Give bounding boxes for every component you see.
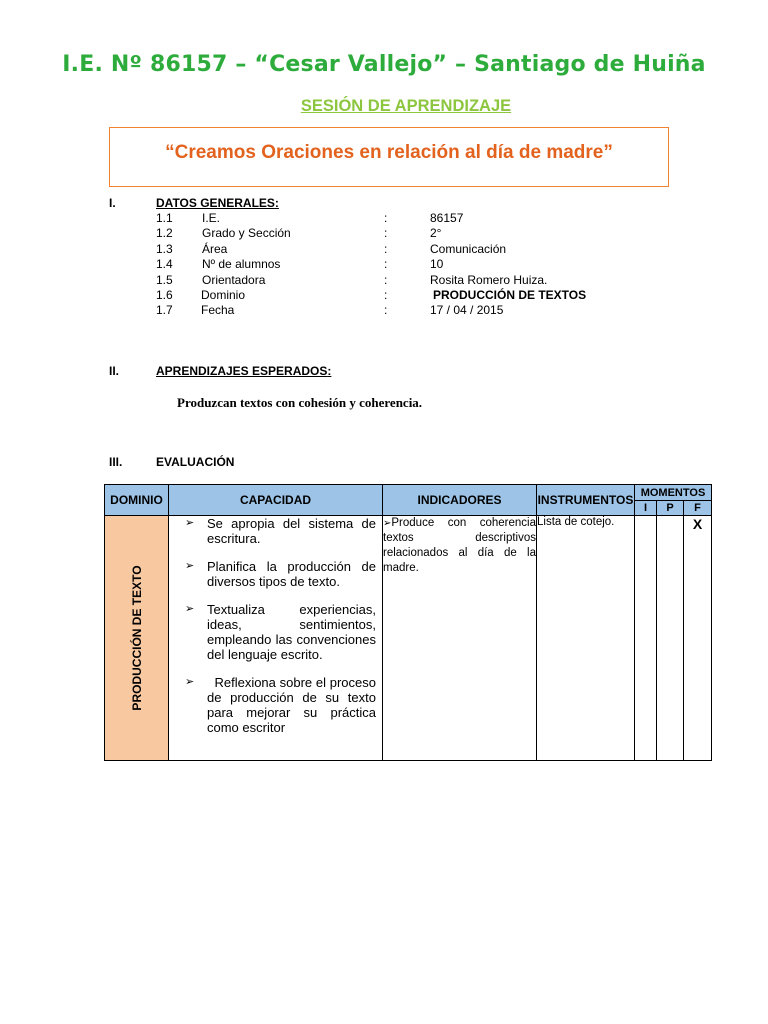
dominio-label: PRODUCCIÓN DE TEXTO: [129, 565, 144, 711]
header-moment-p: P: [657, 501, 684, 516]
capacidad-text: Reflexiona sobre el proceso de producción de su texto para mejorar su práctica como escritor: [207, 675, 380, 735]
instrumento-cell: Lista de cotejo.: [537, 516, 635, 761]
evaluation-table: [104, 484, 712, 761]
general-row-label: Área: [202, 241, 228, 256]
bullet-arrow-icon: ➢: [185, 560, 195, 572]
lesson-title: “Creamos Oraciones en relación al día de madre”: [165, 142, 613, 163]
capacidad-text: Se apropia del sistema de escritura.: [207, 516, 380, 546]
general-row-number: 1.1: [156, 211, 173, 225]
general-row-label: Orientadora: [202, 272, 266, 287]
general-row-separator: :: [384, 226, 388, 241]
header-momentos: MOMENTOS: [635, 485, 712, 501]
section1-heading: DATOS GENERALES:: [156, 196, 279, 210]
general-row-value: Comunicación: [430, 241, 507, 256]
capacidad-item: [169, 516, 382, 546]
moment-f-cell: X: [684, 516, 712, 761]
general-row-value: 10: [430, 257, 444, 272]
general-row-label: Dominio: [201, 288, 246, 302]
general-row-value: 86157: [430, 211, 464, 225]
capacidad-cell: [169, 516, 383, 761]
general-row-value: 17 / 04 / 2015: [430, 303, 504, 318]
header-dominio: DOMINIO: [105, 485, 169, 516]
header-moment-i: I: [635, 501, 657, 516]
school-name: I.E. Nº 86157 – “Cesar Vallejo” – Santiago de Huiña: [62, 52, 706, 77]
capacidad-item: [169, 675, 382, 735]
general-row-label: Fecha: [201, 303, 235, 318]
general-row-number: 1.6: [156, 288, 173, 302]
header-instrumentos: INSTRUMENTOS: [537, 485, 635, 516]
general-row-value: Rosita Romero Huiza.: [430, 272, 548, 287]
general-row-value: PRODUCCIÓN DE TEXTOS: [433, 288, 587, 302]
moment-p-cell: [657, 516, 684, 761]
section2-heading: APRENDIZAJES ESPERADOS:: [156, 364, 332, 378]
general-row-number: 1.5: [156, 272, 173, 287]
bullet-arrow-icon: ➢: [185, 603, 195, 615]
general-row-label: Grado y Sección: [202, 226, 291, 241]
general-row-separator: :: [384, 257, 388, 272]
general-row-label: Nº de alumnos: [202, 257, 281, 272]
moment-i-cell: [635, 516, 657, 761]
capacidad-item: [169, 559, 382, 589]
section2-numeral: II.: [109, 364, 120, 378]
bullet-arrow-icon: ➢: [185, 517, 195, 529]
expected-learning: Produzcan textos con cohesión y coherencia.: [177, 395, 423, 410]
general-row-separator: :: [384, 211, 388, 225]
indicador-cell: [383, 516, 537, 761]
capacidad-text: Planifica la producción de diversos tipos de texto.: [207, 559, 380, 589]
bullet-arrow-icon: ➢: [185, 676, 195, 688]
section1-numeral: I.: [109, 196, 116, 210]
general-row-value: 2°: [430, 226, 442, 241]
indicador-text: Produce con coherencia textos descriptivos relacionados al día de la madre.: [383, 517, 536, 574]
bullet-arrow-icon: ➢: [383, 518, 392, 529]
general-row-number: 1.7: [156, 303, 173, 318]
section3-numeral: III.: [109, 455, 123, 469]
general-row-separator: :: [384, 272, 388, 287]
header-moment-f: F: [684, 501, 712, 516]
session-title: SESIÓN DE APRENDIZAJE: [300, 97, 512, 115]
general-row-separator: :: [384, 241, 388, 256]
section3-heading: EVALUACIÓN: [156, 455, 235, 469]
header-capacidad: CAPACIDAD: [169, 485, 383, 516]
general-row-separator: :: [384, 288, 388, 302]
capacidad-text: Textualiza experiencias, ideas, sentimientos, empleando las convenciones del lenguaje escrito.: [207, 602, 380, 662]
dominio-cell: [105, 516, 169, 761]
general-row-label: I.E.: [202, 211, 221, 225]
general-row-number: 1.2: [156, 226, 173, 241]
capacidad-item: [169, 602, 382, 662]
general-row-number: 1.4: [156, 257, 173, 272]
general-row-separator: :: [384, 303, 388, 318]
header-indicadores: INDICADORES: [383, 485, 537, 516]
capacidad-list: [169, 516, 382, 735]
general-row-number: 1.3: [156, 241, 173, 256]
